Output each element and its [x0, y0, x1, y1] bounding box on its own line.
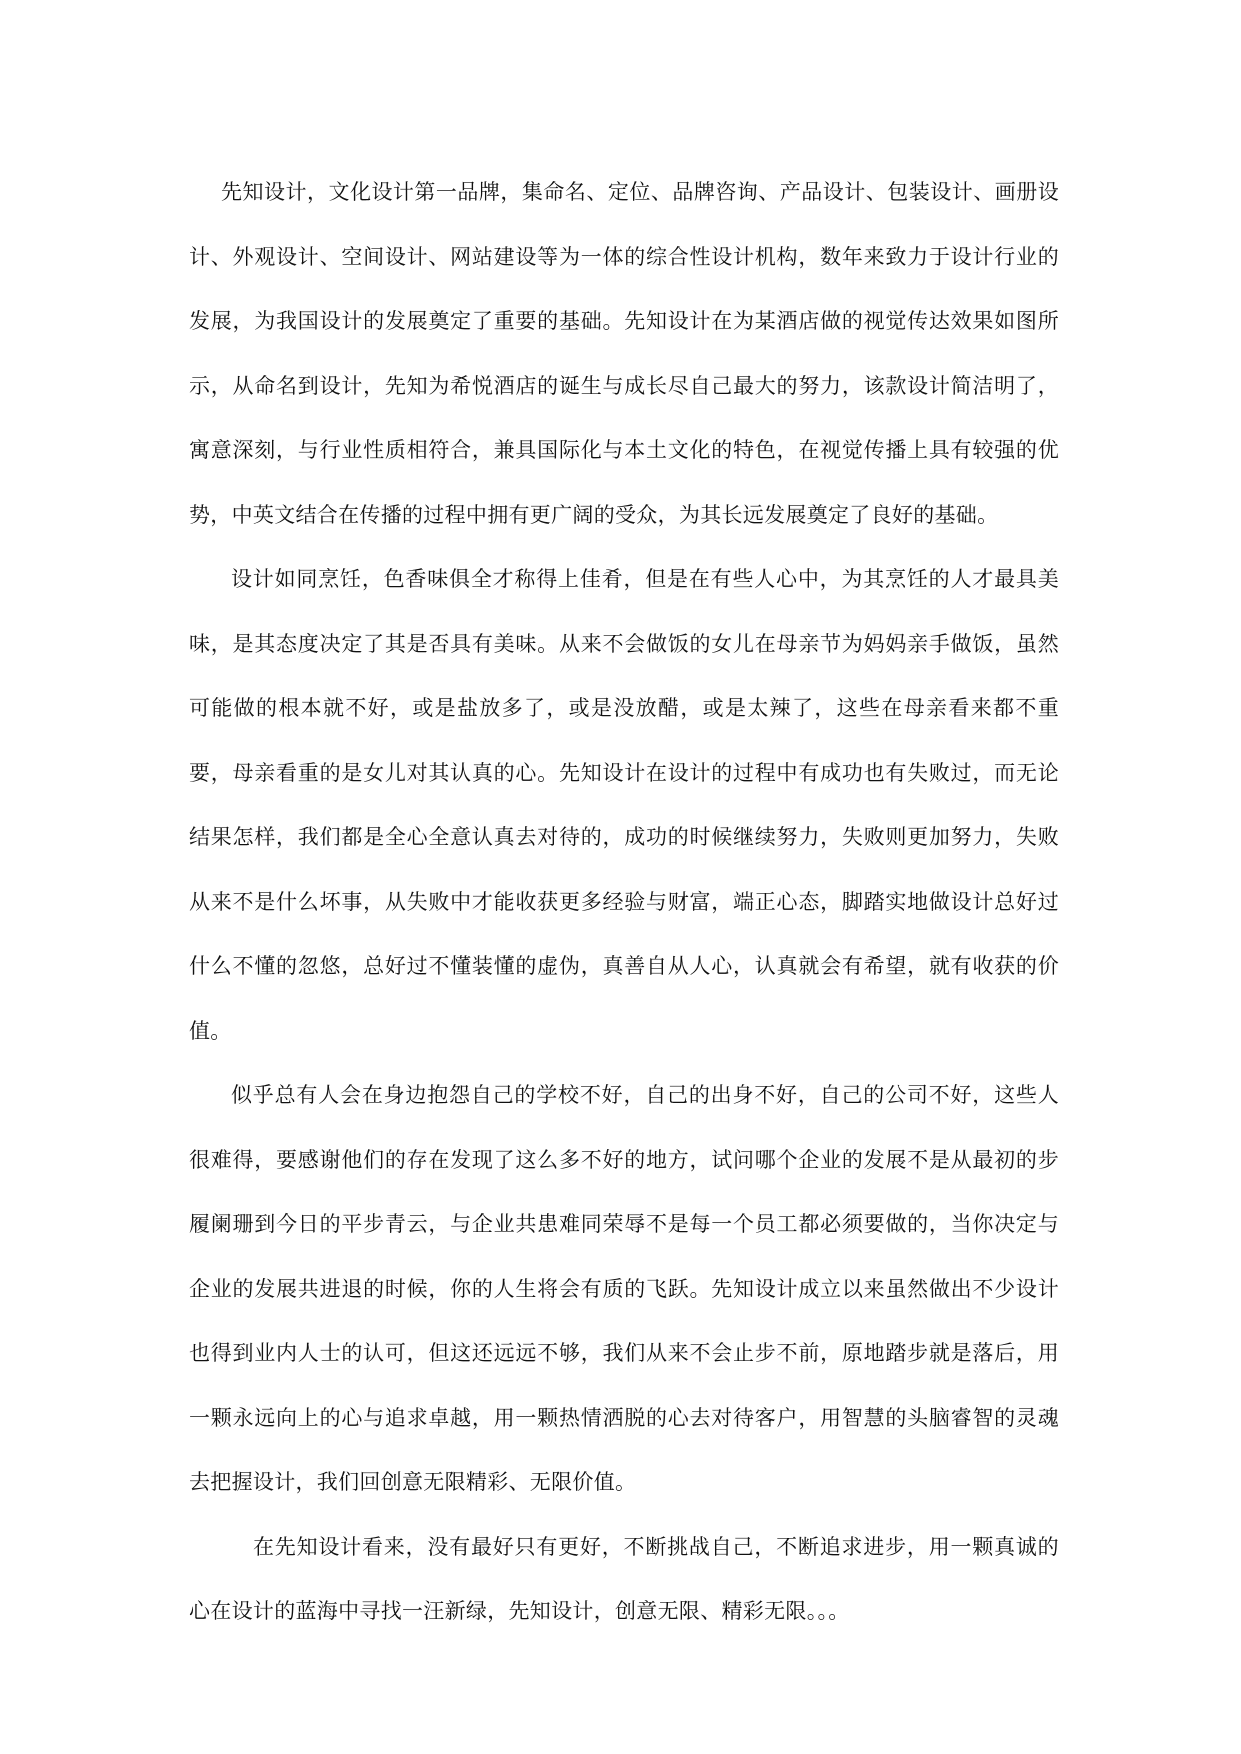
- paragraph-4: 在先知设计看来，没有最好只有更好，不断挑战自己，不断追求进步，用一颗真诚的心在设计的蓝海中寻找一汪新绿，先知设计，创意无限、精彩无限。。。: [189, 1534, 1059, 1623]
- document-body: [189, 160, 1059, 1644]
- paragraph-3: 似乎总有人会在身边抱怨自己的学校不好，自己的出身不好，自己的公司不好，这些人很难得，要感谢他们的存在发现了这么多不好的地方，试问哪个企业的发展不是从最初的步履阑珊到今日的平步青云，与企业共患难同荣辱不是每一个员工都必须要做的，当你决定与企业的发展共进退的时候，你的人生将会有质的飞跃。先知设计成立以来虽然做出不少设计也得到业内人士的认可，但这还远远不够，我们从来不会止步不前，原地踏步就是落后，用一颗永远向上的心与追求卓越，用一颗热情洒脱的心去对待客户，用智慧的头脑睿智的灵魂去把握设计，我们回创意无限精彩、无限价值。: [189, 1083, 1059, 1494]
- paragraph-2: 设计如同烹饪，色香味俱全才称得上佳肴，但是在有些人心中，为其烹饪的人才最具美味，是其态度决定了其是否具有美味。从来不会做饭的女儿在母亲节为妈妈亲手做饭，虽然可能做的根本就不好，或是盐放多了，或是没放醋，或是太辣了，这些在母亲看来都不重要，母亲看重的是女儿对其认真的心。先知设计在设计的过程中有成功也有失败过，而无论结果怎样，我们都是全心全意认真去对待的，成功的时候继续努力，失败则更加努力，失败从来不是什么坏事，从失败中才能收获更多经验与财富，端正心态，脚踏实地做设计总好过什么不懂的忽悠，总好过不懂装懂的虚伪，真善自从人心，认真就会有希望，就有收获的价值。: [189, 567, 1059, 1043]
- paragraph-1: 先知设计，文化设计第一品牌，集命名、定位、品牌咨询、产品设计、包装设计、画册设计、外观设计、空间设计、网站建设等为一体的综合性设计机构，数年来致力于设计行业的发展，为我国设计的发展奠定了重要的基础。先知设计在为某酒店做的视觉传达效果如图所示，从命名到设计，先知为希悦酒店的诞生与成长尽自己最大的努力，该款设计简洁明了，寓意深刻，与行业性质相符合，兼具国际化与本土文化的特色，在视觉传播上具有较强的优势，中英文结合在传播的过程中拥有更广阔的受众，为其长远发展奠定了良好的基础。: [189, 180, 1059, 527]
